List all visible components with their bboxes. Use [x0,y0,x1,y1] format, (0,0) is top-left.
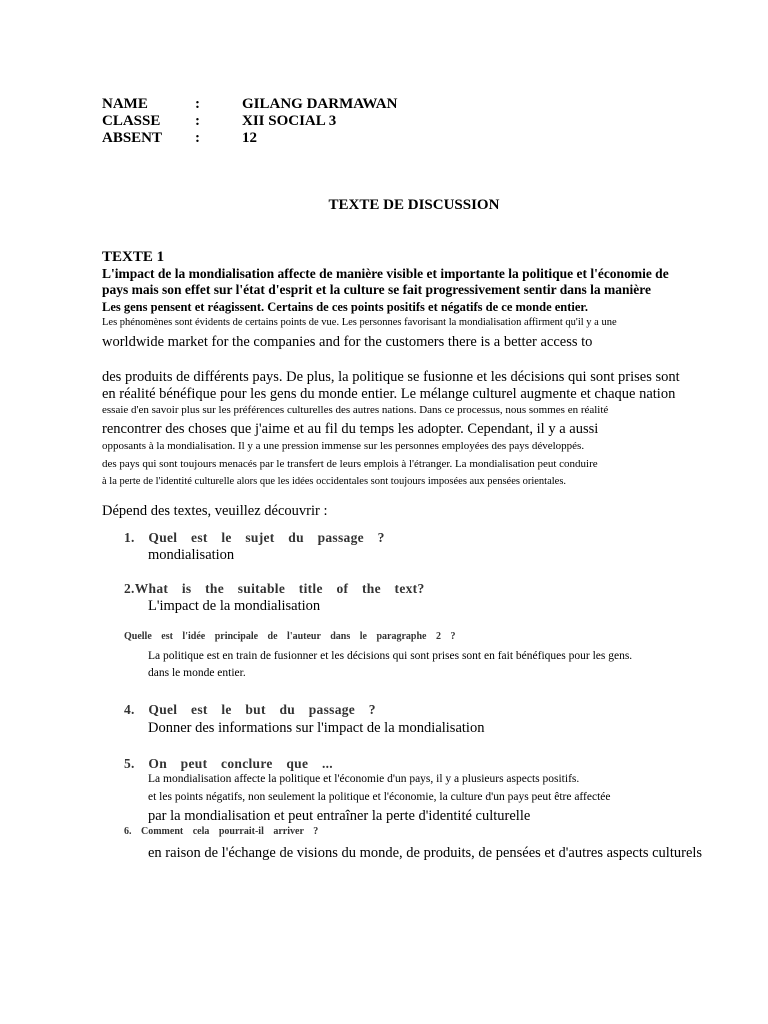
answer-5-line: La mondialisation affecte la politique et l'économie d'un pays, il y a plusieurs aspects positifs. [148,773,580,785]
text1-line: worldwide market for the companies and for the customers there is a better access to [102,334,593,350]
class-label: CLASSE [102,113,161,129]
text1-line: pays mais son effet sur l'état d'esprit et la culture se fait progressivement sentir dans la manière [102,282,651,297]
answer-3-line: La politique est en train de fusionner et les décisions qui sont prises sont en fait bénéfiques pour les gens. [148,650,633,662]
absent-label: ABSENT [102,130,163,146]
text1-line: rencontrer des choses que j'aime et au fil du temps les adopter. Cependant, il y a aussi [102,421,599,437]
answer-5-line: par la mondialisation et peut entraîner la perte d'identité culturelle [148,808,531,824]
answer-4: Donner des informations sur l'impact de la mondialisation [148,720,485,736]
answer-5-line: et les points négatifs, non seulement la politique et l'économie, la culture d'un pays peut être affectée [148,791,611,803]
text1-line: des produits de différents pays. De plus, la politique se fusionne et les décisions qui sont prises sont [102,369,680,385]
text1-line: à la perte de l'identité culturelle alors que les idées occidentales sont toujours imposées aux pensées orientales. [102,476,567,487]
question-1: 1. Quel est le sujet du passage ? [124,530,385,545]
name-label: NAME [102,96,148,112]
answer-3-line: dans le monde entier. [148,667,246,679]
text1-line: en réalité bénéfique pour les gens du monde entier. Le mélange culturel augmente et chaque nation [102,386,676,402]
text1-line: Les phénomènes sont évidents de certains points de vue. Les personnes favorisant la mondialisation affirment qu'il y a une [102,317,617,328]
absent-separator: : [195,130,200,146]
question-4: 4. Quel est le but du passage ? [124,702,376,717]
text1-line: Les gens pensent et réagissent. Certains de ces points positifs et négatifs de ce monde entier. [102,300,588,314]
question-5: 5. On peut conclure que ... [124,756,333,771]
instruction: Dépend des textes, veuillez découvrir : [102,503,328,519]
text1-line: essaie d'en savoir plus sur les préférences culturelles des autres nations. Dans ce processus, nous sommes en réalité [102,404,609,416]
text1-line: des pays qui sont toujours menacés par le transfert de leurs emplois à l'étranger. La mondialisation peut conduire [102,458,598,470]
question-6: 6. Comment cela pourrait-il arriver ? [124,826,319,837]
class-value: XII SOCIAL 3 [242,113,337,129]
answer-2: L'impact de la mondialisation [148,598,321,614]
text1-line: L'impact de la mondialisation affecte de manière visible et importante la politique et l'économie de [102,266,669,281]
text1-line: opposants à la mondialisation. Il y a une pression immense sur les personnes employées des pays développés. [102,440,585,452]
document-title: TEXTE DE DISCUSSION [328,197,500,213]
name-separator: : [195,96,200,112]
name-value: GILANG DARMAWAN [242,96,398,112]
answer-1: mondialisation [148,547,235,563]
class-separator: : [195,113,200,129]
absent-value: 12 [242,130,257,146]
question-3: Quelle est l'idée principale de l'auteur dans le paragraphe 2 ? [124,631,456,642]
answer-6: en raison de l'échange de visions du monde, de produits, de pensées et d'autres aspects culturels [148,845,703,861]
text1-label: TEXTE 1 [102,249,165,265]
question-2: 2.What is the suitable title of the text? [124,581,425,596]
